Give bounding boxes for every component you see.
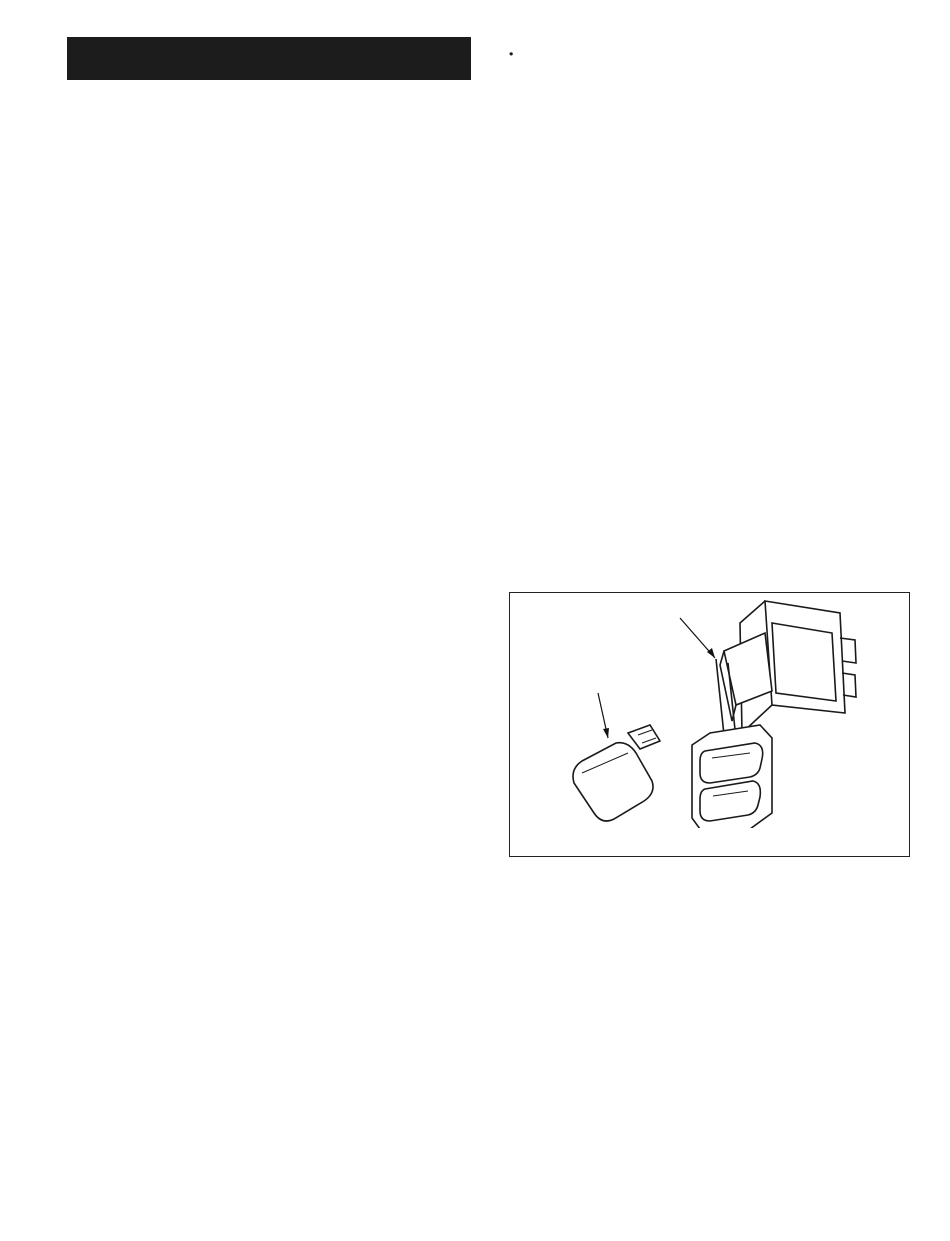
switch-illustration — [510, 593, 909, 828]
right-column-bottom — [509, 869, 912, 879]
section-banner — [67, 37, 471, 80]
figure-14 — [509, 592, 910, 857]
left-column — [67, 87, 470, 103]
rocker-switch — [692, 601, 856, 828]
switch-key — [573, 725, 660, 821]
right-column-top — [509, 34, 912, 46]
